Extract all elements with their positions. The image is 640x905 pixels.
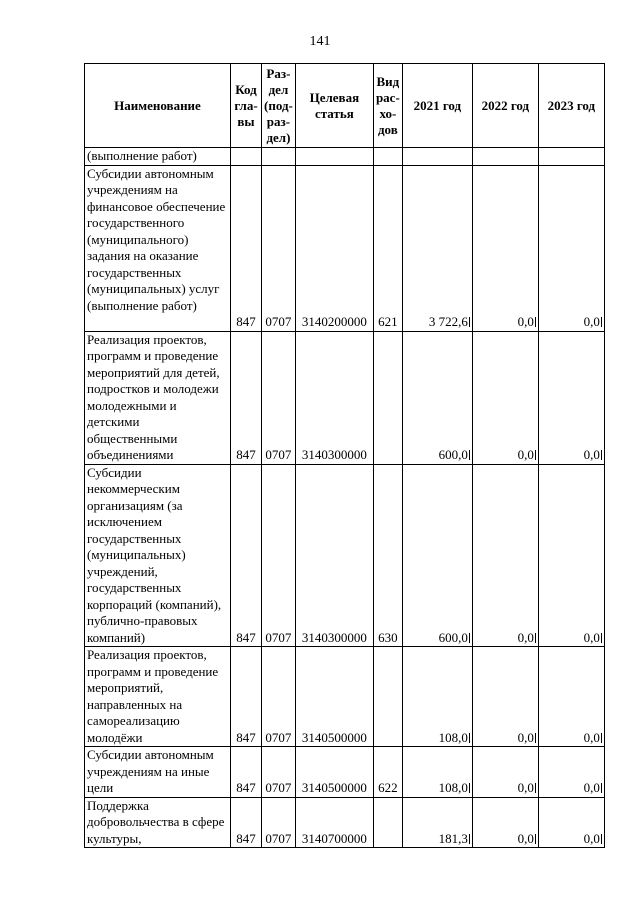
row-tselevaya bbox=[295, 148, 373, 166]
row-kod: 847 bbox=[231, 747, 262, 798]
row-kod: 847 bbox=[231, 331, 262, 464]
row-vid: 622 bbox=[373, 747, 402, 798]
row-kod: 847 bbox=[231, 464, 262, 647]
row-2023: 0,0 bbox=[538, 747, 604, 798]
header-name: Наименование bbox=[85, 64, 231, 148]
row-2022 bbox=[472, 148, 538, 166]
row-vid bbox=[373, 148, 402, 166]
row-2021: 3 722,6 bbox=[402, 165, 472, 331]
table-row bbox=[85, 747, 605, 798]
row-vid: 621 bbox=[373, 165, 402, 331]
row-name: Реализация проектов, программ и проведение мероприятий для детей, подростков и молодежи молодежными и детскими общественными объединениями bbox=[85, 331, 231, 464]
row-tselevaya: 3140500000 bbox=[295, 747, 373, 798]
row-razdel: 0707 bbox=[262, 747, 296, 798]
row-2023: 0,0 bbox=[538, 331, 604, 464]
row-vid bbox=[373, 647, 402, 747]
row-name: Субсидии автономным учреждениям на иные цели bbox=[85, 747, 231, 798]
row-vid bbox=[373, 331, 402, 464]
row-kod: 847 bbox=[231, 647, 262, 747]
row-2022: 0,0 bbox=[472, 331, 538, 464]
header-2023: 2023 год bbox=[538, 64, 604, 148]
row-name: Субсидии некоммерческим организациям (за исключением государственных (муниципальных) учреждений, государственных корпораций (компаний), публично-правовых компаний) bbox=[85, 464, 231, 647]
row-2022: 0,0 bbox=[472, 165, 538, 331]
header-vid-rashodov: Вид рас- хо- дов bbox=[373, 64, 402, 148]
row-2023: 0,0 bbox=[538, 165, 604, 331]
row-tselevaya: 3140700000 bbox=[295, 797, 373, 848]
row-kod: 847 bbox=[231, 165, 262, 331]
header-2021: 2021 год bbox=[402, 64, 472, 148]
row-razdel bbox=[262, 148, 296, 166]
row-2022: 0,0 bbox=[472, 797, 538, 848]
table-row bbox=[85, 464, 605, 647]
row-2022: 0,0 bbox=[472, 747, 538, 798]
row-razdel: 0707 bbox=[262, 165, 296, 331]
row-tselevaya: 3140300000 bbox=[295, 464, 373, 647]
header-razdel: Раз- дел (под- раз- дел) bbox=[262, 64, 296, 148]
header-tselevaya-statya: Целевая статья bbox=[295, 64, 373, 148]
row-2022: 0,0 bbox=[472, 647, 538, 747]
header-row bbox=[85, 64, 605, 148]
row-2023: 0,0 bbox=[538, 797, 604, 848]
row-tselevaya: 3140200000 bbox=[295, 165, 373, 331]
table-row bbox=[85, 148, 605, 166]
row-name: (выполнение работ) bbox=[85, 148, 231, 166]
row-kod bbox=[231, 148, 262, 166]
row-name: Поддержка добровольчества в сфере культуры, bbox=[85, 797, 231, 848]
row-2022: 0,0 bbox=[472, 464, 538, 647]
row-2023: 0,0 bbox=[538, 647, 604, 747]
row-tselevaya: 3140500000 bbox=[295, 647, 373, 747]
row-2021 bbox=[402, 148, 472, 166]
row-name: Реализация проектов, программ и проведение мероприятий, направленных на самореализацию молодёжи bbox=[85, 647, 231, 747]
row-tselevaya: 3140300000 bbox=[295, 331, 373, 464]
row-2021: 600,0 bbox=[402, 331, 472, 464]
row-kod: 847 bbox=[231, 797, 262, 848]
row-2021: 108,0 bbox=[402, 647, 472, 747]
row-2023 bbox=[538, 148, 604, 166]
row-razdel: 0707 bbox=[262, 647, 296, 747]
row-razdel: 0707 bbox=[262, 331, 296, 464]
table-row bbox=[85, 647, 605, 747]
row-name: Субсидии автономным учреждениям на финансовое обеспечение государственного (муниципального) задания на оказание государственных (муниципальных) услуг (выполнение работ) bbox=[85, 165, 231, 331]
row-2021: 181,3 bbox=[402, 797, 472, 848]
row-razdel: 0707 bbox=[262, 797, 296, 848]
row-vid: 630 bbox=[373, 464, 402, 647]
table-row bbox=[85, 797, 605, 848]
budget-table bbox=[84, 63, 605, 848]
page-number: 141 bbox=[309, 34, 331, 49]
row-vid bbox=[373, 797, 402, 848]
header-kod-glavy: Код гла- вы bbox=[231, 64, 262, 148]
header-2022: 2022 год bbox=[472, 64, 538, 148]
table-row bbox=[85, 165, 605, 331]
row-2023: 0,0 bbox=[538, 464, 604, 647]
row-2021: 108,0 bbox=[402, 747, 472, 798]
table-row bbox=[85, 331, 605, 464]
row-razdel: 0707 bbox=[262, 464, 296, 647]
row-2021: 600,0 bbox=[402, 464, 472, 647]
